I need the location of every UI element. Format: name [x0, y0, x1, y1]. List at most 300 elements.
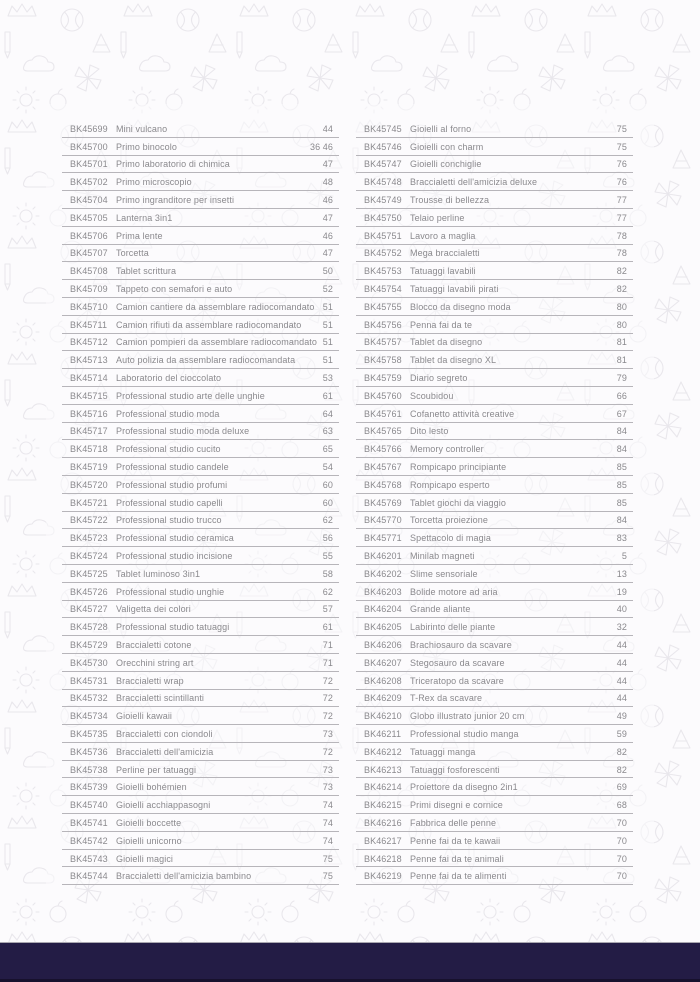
index-column-right: [356, 120, 633, 885]
page-number: 71: [322, 657, 333, 668]
page-number: 72: [322, 675, 333, 686]
product-code: BK46206: [364, 640, 402, 650]
product-name: Fabbrica delle penne: [410, 817, 497, 828]
page-number: 71: [322, 640, 333, 650]
page-number: 5: [621, 551, 627, 562]
product-code: BK45742: [70, 835, 108, 846]
page-number: 62: [322, 515, 333, 526]
index-row: [62, 458, 339, 476]
page-number: 57: [322, 604, 333, 615]
product-code: BK45769: [364, 497, 402, 508]
page-number: 63: [322, 426, 333, 437]
page-number: 74: [322, 800, 333, 811]
product-name: Primo binocolo: [116, 141, 177, 152]
page-number: 48: [322, 177, 333, 188]
product-code: BK45738: [70, 764, 108, 775]
page-number: 60: [322, 479, 333, 490]
index-row: [62, 547, 339, 565]
product-name: Telaio perline: [410, 212, 465, 223]
product-name: Auto polizia da assemblare radiocomandata: [116, 355, 296, 366]
page-number: 70: [616, 871, 627, 882]
index-row: [62, 529, 339, 547]
product-name: Gioielli conchiglie: [410, 159, 482, 170]
product-code: BK45755: [364, 301, 402, 312]
index-row: [62, 245, 339, 263]
product-name: Tablet scrittura: [116, 266, 177, 277]
product-name: Professional studio ceramica: [116, 533, 234, 544]
index-row: [62, 654, 339, 672]
product-code: BK45744: [70, 871, 108, 882]
page-number: 81: [616, 337, 627, 348]
product-name: Professional studio trucco: [116, 515, 222, 526]
page-number: 46: [322, 195, 333, 206]
product-name: Bolide motore ad aria: [410, 586, 498, 597]
page-number: 36 46: [309, 141, 333, 152]
index-row: [356, 138, 633, 156]
index-row: [62, 761, 339, 779]
index-row: [356, 761, 633, 779]
product-code: BK46216: [364, 817, 402, 828]
product-name: Gioielli al forno: [410, 123, 472, 134]
page-number: 75: [322, 853, 333, 864]
page-number: 73: [322, 782, 333, 793]
product-code: BK45759: [364, 373, 402, 384]
page-number: 47: [322, 248, 333, 259]
page-number: 51: [322, 355, 333, 366]
product-code: BK45756: [364, 319, 402, 330]
product-code: BK45722: [70, 515, 108, 526]
page-number: 72: [322, 746, 333, 757]
product-name: Laboratorio del cioccolato: [116, 373, 222, 384]
product-code: BK45704: [70, 195, 108, 206]
index-row: [356, 440, 633, 458]
page-number: 80: [616, 319, 627, 330]
product-code: BK46205: [364, 622, 402, 633]
product-name: Valigetta dei colori: [116, 604, 191, 615]
product-code: BK45760: [364, 390, 402, 401]
product-name: Professional studio cucito: [116, 444, 221, 455]
index-row: [356, 494, 633, 512]
index-row: [62, 227, 339, 245]
product-code: BK45767: [364, 462, 402, 473]
product-code: BK46219: [364, 871, 402, 882]
product-name: Gioielli magici: [116, 853, 174, 864]
page-number: 55: [322, 551, 333, 562]
page-number: 58: [322, 568, 333, 579]
product-code: BK45754: [364, 284, 402, 295]
page-number: 65: [322, 444, 333, 455]
index-row: [356, 298, 633, 316]
product-name: Professional studio tatuaggi: [116, 622, 230, 633]
product-code: BK45712: [70, 337, 108, 348]
product-name: Professional studio unghie: [116, 586, 225, 597]
page-number: 40: [616, 604, 627, 615]
product-name: Diario segreto: [410, 373, 468, 384]
product-name: Tatuaggi fosforescenti: [410, 764, 500, 775]
index-row: [356, 423, 633, 441]
product-code: BK46208: [364, 675, 402, 686]
product-name: Proiettore da disegno 2in1: [410, 782, 518, 793]
product-code: BK46214: [364, 782, 402, 793]
product-code: BK45743: [70, 853, 108, 864]
product-name: Penne fai da te animali: [410, 853, 504, 864]
product-name: Tatuaggi lavabili pirati: [410, 284, 499, 295]
index-row: [356, 796, 633, 814]
product-name: Orecchini string art: [116, 657, 194, 668]
page-number: 62: [322, 586, 333, 597]
page-number: 19: [616, 586, 627, 597]
product-code: BK45699: [70, 123, 108, 134]
product-name: Braccialetti scintillanti: [116, 693, 205, 704]
page-number: 73: [322, 728, 333, 739]
product-name: Braccialetti con ciondoli: [116, 728, 213, 739]
product-name: Braccialetti dell'amicizia bambino: [116, 871, 252, 882]
index-row: [356, 565, 633, 583]
page-number: 74: [322, 817, 333, 828]
index-row: [62, 618, 339, 636]
product-code: BK45717: [70, 426, 108, 437]
product-name: Tablet giochi da viaggio: [410, 497, 506, 508]
product-code: BK45746: [364, 141, 402, 152]
index-row: [62, 707, 339, 725]
product-name: Braccialetti dell'amicizia: [116, 746, 214, 757]
product-name: Globo illustrato junior 20 cm: [410, 711, 525, 722]
index-row: [356, 316, 633, 334]
index-row: [356, 156, 633, 174]
product-name: Professional studio moda: [116, 408, 220, 419]
page-number: 76: [616, 177, 627, 188]
page-number: 47: [322, 212, 333, 223]
product-code: BK45741: [70, 817, 108, 828]
product-code: BK45711: [70, 319, 108, 330]
index-row: [62, 690, 339, 708]
index-row: [62, 334, 339, 352]
product-name: Primo ingranditore per insetti: [116, 195, 235, 206]
page-number: 80: [616, 301, 627, 312]
page-number: 72: [322, 711, 333, 722]
product-code: BK45731: [70, 675, 108, 686]
product-name: Tablet da disegno: [410, 337, 483, 348]
index-row: [62, 814, 339, 832]
product-code: BK46203: [364, 586, 402, 597]
index-row: [356, 476, 633, 494]
product-name: Professional studio profumi: [116, 479, 228, 490]
page-number: 78: [616, 248, 627, 259]
index-row: [356, 120, 633, 138]
page-number: 67: [616, 408, 627, 419]
page-number: 51: [322, 301, 333, 312]
page-number: 82: [616, 746, 627, 757]
product-code: BK45734: [70, 711, 108, 722]
index-row: [62, 405, 339, 423]
product-name: Professional studio manga: [410, 728, 519, 739]
product-code: BK46217: [364, 835, 402, 846]
product-code: BK46201: [364, 551, 402, 562]
index-column-left: [62, 120, 339, 885]
index-row: [62, 725, 339, 743]
index-row: [356, 867, 633, 885]
page-number: 84: [616, 444, 627, 455]
page-number: 79: [616, 373, 627, 384]
product-name: Mega braccialetti: [410, 248, 480, 259]
product-name: T-Rex da scavare: [410, 693, 483, 704]
page-number: 84: [616, 515, 627, 526]
product-code: BK45724: [70, 551, 108, 562]
index-row: [62, 494, 339, 512]
product-code: BK45721: [70, 497, 108, 508]
page-number: 77: [616, 212, 627, 223]
product-code: BK45715: [70, 390, 108, 401]
index-row: [356, 227, 633, 245]
page-number: 73: [322, 764, 333, 775]
product-code: BK45770: [364, 515, 402, 526]
page-number: 83: [616, 533, 627, 544]
product-name: Primi disegni e cornice: [410, 800, 503, 811]
footer-band: [0, 942, 700, 982]
product-code: BK45747: [364, 159, 402, 170]
product-code: BK45750: [364, 212, 402, 223]
product-code: BK45749: [364, 195, 402, 206]
product-name: Labirinto delle piante: [410, 622, 496, 633]
product-name: Rompicapo esperto: [410, 479, 490, 490]
product-name: Lanterna 3in1: [116, 212, 173, 223]
product-name: Gioielli bohémien: [116, 782, 187, 793]
product-name: Gioielli acchiappasogni: [116, 800, 211, 811]
product-code: BK45740: [70, 800, 108, 811]
product-name: Prima lente: [116, 230, 163, 241]
index-row: [356, 191, 633, 209]
product-code: BK45768: [364, 479, 402, 490]
page-number: 85: [616, 497, 627, 508]
index-row: [356, 814, 633, 832]
product-code: BK45723: [70, 533, 108, 544]
page-number: 77: [616, 195, 627, 206]
page-number: 78: [616, 230, 627, 241]
page-number: 81: [616, 355, 627, 366]
page-number: 46: [322, 230, 333, 241]
index-row: [62, 672, 339, 690]
product-code: BK45720: [70, 479, 108, 490]
product-code: BK46212: [364, 746, 402, 757]
product-code: BK45716: [70, 408, 108, 419]
product-code: BK45708: [70, 266, 108, 277]
index-row: [62, 280, 339, 298]
index-row: [356, 618, 633, 636]
product-code: BK46215: [364, 800, 402, 811]
page-number: 70: [616, 835, 627, 846]
product-name: Torcetta: [116, 248, 149, 259]
product-code: BK45732: [70, 693, 108, 704]
page-number: 84: [616, 426, 627, 437]
product-name: Braccialetti cotone: [116, 640, 192, 650]
index-row: [356, 405, 633, 423]
index-row: [62, 512, 339, 530]
product-code: BK45700: [70, 141, 108, 152]
product-code: BK46207: [364, 657, 402, 668]
index-row: [62, 262, 339, 280]
index-row: [62, 298, 339, 316]
product-code: BK45753: [364, 266, 402, 277]
index-row: [62, 209, 339, 227]
product-name: Gioielli unicorno: [116, 835, 182, 846]
product-name: Professional studio incisione: [116, 551, 233, 562]
index-row: [62, 601, 339, 619]
product-code: BK46209: [364, 693, 402, 704]
page-number: 52: [322, 284, 333, 295]
product-name: Tatuaggi manga: [410, 746, 476, 757]
product-name: Blocco da disegno moda: [410, 301, 511, 312]
index-row: [62, 832, 339, 850]
index-row: [356, 778, 633, 796]
product-name: Camion pompieri da assemblare radiocomandato: [116, 337, 318, 348]
page-number: 44: [322, 123, 333, 134]
product-code: BK45751: [364, 230, 402, 241]
page-number: 85: [616, 462, 627, 473]
index-row: [356, 173, 633, 191]
product-name: Triceratopo da scavare: [410, 675, 504, 686]
product-code: BK45707: [70, 248, 108, 259]
product-code: BK45757: [364, 337, 402, 348]
product-code: BK45730: [70, 657, 108, 668]
page-number: 50: [322, 266, 333, 277]
product-name: Dito lesto: [410, 426, 449, 437]
index-row: [356, 458, 633, 476]
page-number: 47: [322, 159, 333, 170]
product-name: Rompicapo principiante: [410, 462, 507, 473]
page-number: 44: [616, 675, 627, 686]
index-row: [356, 601, 633, 619]
product-name: Stegosauro da scavare: [410, 657, 505, 668]
index-row: [356, 707, 633, 725]
product-code: BK45718: [70, 444, 108, 455]
index-row: [62, 583, 339, 601]
product-name: Memory controller: [410, 444, 484, 455]
index-row: [62, 850, 339, 868]
index-row: [62, 369, 339, 387]
page-number: 66: [616, 390, 627, 401]
index-row: [356, 209, 633, 227]
product-code: BK45765: [364, 426, 402, 437]
product-code: BK45710: [70, 301, 108, 312]
product-code: BK45728: [70, 622, 108, 633]
index-row: [356, 636, 633, 654]
index-row: [356, 547, 633, 565]
product-name: Gioielli con charm: [410, 141, 484, 152]
product-code: BK45745: [364, 123, 402, 134]
page-number: 51: [322, 319, 333, 330]
index-row: [356, 369, 633, 387]
page-number: 49: [616, 711, 627, 722]
product-name: Tablet luminoso 3in1: [116, 568, 201, 579]
product-code: BK45735: [70, 728, 108, 739]
index-row: [356, 280, 633, 298]
page-number: 54: [322, 462, 333, 473]
product-name: Professional studio capelli: [116, 497, 223, 508]
product-code: BK45713: [70, 355, 108, 366]
page-number: 76: [616, 159, 627, 170]
product-name: Brachiosauro da scavare: [410, 640, 512, 650]
product-name: Trousse di bellezza: [410, 195, 490, 206]
index-row: [356, 654, 633, 672]
index-row: [356, 529, 633, 547]
page-number: 61: [322, 390, 333, 401]
product-code: BK45719: [70, 462, 108, 473]
product-name: Camion cantiere da assemblare radiocomandato: [116, 301, 315, 312]
page-number: 13: [616, 568, 627, 579]
product-name: Penne fai da te kawaii: [410, 835, 501, 846]
index-row: [62, 156, 339, 174]
product-name: Lavoro a maglia: [410, 230, 476, 241]
index-row: [356, 262, 633, 280]
product-code: BK46210: [364, 711, 402, 722]
page-number: 75: [616, 141, 627, 152]
page-number: 68: [616, 800, 627, 811]
index-row: [356, 743, 633, 761]
product-name: Professional studio arte delle unghie: [116, 390, 265, 401]
product-name: Camion rifiuti da assemblare radiocomandato: [116, 319, 302, 330]
page-number: 75: [322, 871, 333, 882]
product-name: Professional studio moda deluxe: [116, 426, 250, 437]
index-row: [356, 690, 633, 708]
product-code: BK45727: [70, 604, 108, 615]
index-row: [356, 832, 633, 850]
product-code: BK45766: [364, 444, 402, 455]
index-row: [62, 316, 339, 334]
index-row: [62, 120, 339, 138]
index-row: [356, 850, 633, 868]
index-row: [62, 636, 339, 654]
page-number: 82: [616, 764, 627, 775]
index-row: [62, 351, 339, 369]
index-row: [356, 387, 633, 405]
index-row: [356, 583, 633, 601]
page-number: 44: [616, 640, 627, 650]
product-name: Primo laboratorio di chimica: [116, 159, 230, 170]
product-name: Mini vulcano: [116, 123, 168, 134]
product-name: Penne fai da te alimenti: [410, 871, 507, 882]
product-name: Tappeto con semafori e auto: [116, 284, 233, 295]
index-row: [62, 440, 339, 458]
index-row: [62, 423, 339, 441]
product-code: BK45726: [70, 586, 108, 597]
product-code: BK45729: [70, 640, 108, 650]
index-row: [62, 476, 339, 494]
index-row: [356, 351, 633, 369]
product-name: Professional studio candele: [116, 462, 229, 473]
product-code: BK45761: [364, 408, 402, 419]
index-row: [62, 778, 339, 796]
page-number: 82: [616, 284, 627, 295]
page-number: 75: [616, 123, 627, 134]
page-number: 53: [322, 373, 333, 384]
index-row: [62, 796, 339, 814]
product-name: Slime sensoriale: [410, 568, 478, 579]
page-number: 82: [616, 266, 627, 277]
index-row: [62, 867, 339, 885]
page-number: 85: [616, 479, 627, 490]
index-row: [356, 334, 633, 352]
product-code: BK45705: [70, 212, 108, 223]
index-row: [62, 138, 339, 156]
page-number: 60: [322, 497, 333, 508]
product-name: Primo microscopio: [116, 177, 192, 188]
product-name: Tablet da disegno XL: [410, 355, 497, 366]
page-number: 61: [322, 622, 333, 633]
product-code: BK45752: [364, 248, 402, 259]
product-name: Minilab magneti: [410, 551, 475, 562]
product-code: BK46211: [364, 728, 402, 739]
index-row: [62, 565, 339, 583]
